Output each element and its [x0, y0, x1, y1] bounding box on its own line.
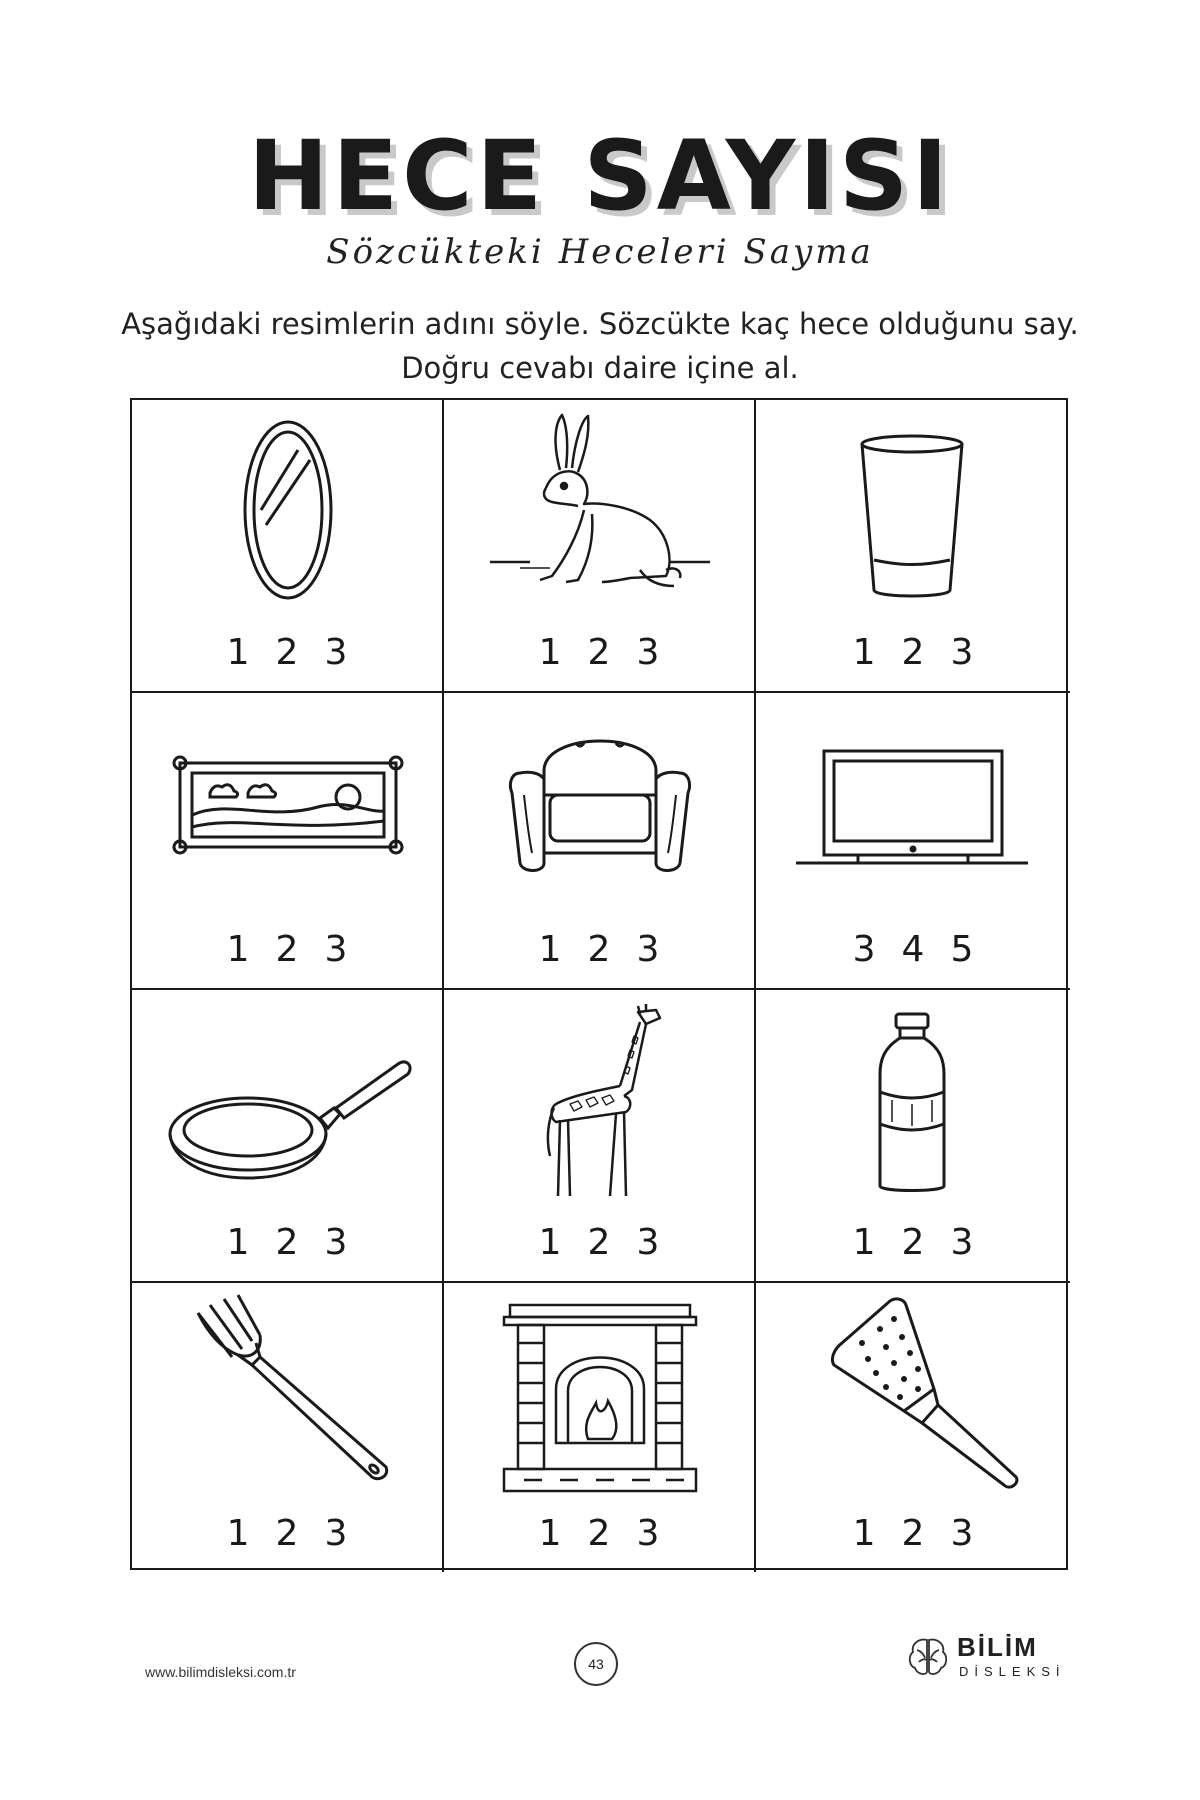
fork-icon	[148, 1293, 428, 1493]
grater-icon	[772, 1293, 1052, 1493]
mirror-icon	[148, 410, 428, 610]
brand-subtitle: DİSLEKSİ	[959, 1664, 1066, 1679]
option-number[interactable]: 3	[324, 632, 348, 673]
option-number[interactable]: 1	[852, 1222, 876, 1263]
option-number[interactable]: 3	[636, 929, 660, 970]
option-number[interactable]: 2	[901, 1513, 925, 1554]
option-number[interactable]: 2	[587, 1513, 611, 1554]
answer-options	[444, 632, 754, 673]
option-number[interactable]: 1	[226, 1222, 250, 1263]
option-number[interactable]: 3	[324, 1513, 348, 1554]
fireplace-icon	[460, 1293, 740, 1493]
exercise-cell-rabbit	[444, 400, 756, 693]
answer-options	[132, 1513, 442, 1554]
exercise-cell-grater	[756, 1283, 1070, 1572]
option-number[interactable]: 1	[852, 632, 876, 673]
exercise-cell-mirror	[132, 400, 444, 693]
option-number[interactable]: 2	[275, 632, 299, 673]
brand-logo	[905, 1628, 1065, 1692]
instructions	[100, 302, 1100, 390]
exercise-grid	[130, 398, 1068, 1570]
option-number[interactable]: 3	[852, 929, 876, 970]
glass-icon	[772, 410, 1052, 610]
option-number[interactable]: 2	[275, 1222, 299, 1263]
exercise-cell-bottle	[756, 990, 1070, 1283]
option-number[interactable]: 1	[226, 1513, 250, 1554]
armchair-icon	[460, 703, 740, 903]
exercise-cell-giraffe	[444, 990, 756, 1283]
page-number: 43	[574, 1642, 618, 1686]
painting-icon	[148, 703, 428, 903]
option-number[interactable]: 2	[587, 632, 611, 673]
frying-pan-icon	[148, 1000, 428, 1200]
exercise-cell-armchair	[444, 693, 756, 990]
answer-options	[756, 632, 1070, 673]
option-number[interactable]: 2	[901, 1222, 925, 1263]
instruction-line-2: Doğru cevabı daire içine al.	[401, 351, 799, 385]
instruction-line-1: Aşağıdaki resimlerin adını söyle. Sözcükte kaç hece olduğunu say.	[121, 307, 1079, 341]
answer-options	[444, 1513, 754, 1554]
option-number[interactable]: 4	[901, 929, 925, 970]
page-title: HECE SAYISI	[248, 120, 952, 232]
option-number[interactable]: 1	[538, 929, 562, 970]
option-number[interactable]: 1	[226, 929, 250, 970]
exercise-cell-frying-pan	[132, 990, 444, 1283]
answer-options	[132, 1222, 442, 1263]
giraffe-icon	[460, 1000, 740, 1200]
option-number[interactable]: 3	[324, 929, 348, 970]
option-number[interactable]: 3	[636, 1513, 660, 1554]
rabbit-icon	[460, 410, 740, 610]
option-number[interactable]: 3	[636, 1222, 660, 1263]
exercise-cell-television	[756, 693, 1070, 990]
television-icon	[772, 703, 1052, 903]
page-subtitle: Sözcükteki Heceleri Sayma	[326, 232, 874, 272]
exercise-cell-fork	[132, 1283, 444, 1572]
answer-options	[756, 1222, 1070, 1263]
option-number[interactable]: 1	[852, 1513, 876, 1554]
answer-options	[756, 929, 1070, 970]
answer-options	[444, 1222, 754, 1263]
exercise-cell-fireplace	[444, 1283, 756, 1572]
option-number[interactable]: 3	[950, 1222, 974, 1263]
exercise-cell-glass	[756, 400, 1070, 693]
option-number[interactable]: 1	[538, 632, 562, 673]
option-number[interactable]: 3	[950, 632, 974, 673]
bottle-icon	[772, 1000, 1052, 1200]
answer-options	[132, 632, 442, 673]
answer-options	[444, 929, 754, 970]
option-number[interactable]: 1	[538, 1222, 562, 1263]
option-number[interactable]: 5	[950, 929, 974, 970]
option-number[interactable]: 3	[636, 632, 660, 673]
brain-icon	[905, 1634, 951, 1680]
answer-options	[132, 929, 442, 970]
brand-name: BİLİM	[957, 1632, 1038, 1662]
option-number[interactable]: 2	[275, 1513, 299, 1554]
website-url: www.bilimdisleksi.com.tr	[145, 1664, 296, 1680]
answer-options	[756, 1513, 1070, 1554]
option-number[interactable]: 2	[275, 929, 299, 970]
exercise-cell-painting	[132, 693, 444, 990]
option-number[interactable]: 2	[587, 929, 611, 970]
option-number[interactable]: 3	[950, 1513, 974, 1554]
option-number[interactable]: 2	[901, 632, 925, 673]
option-number[interactable]: 3	[324, 1222, 348, 1263]
option-number[interactable]: 2	[587, 1222, 611, 1263]
option-number[interactable]: 1	[538, 1513, 562, 1554]
option-number[interactable]: 1	[226, 632, 250, 673]
